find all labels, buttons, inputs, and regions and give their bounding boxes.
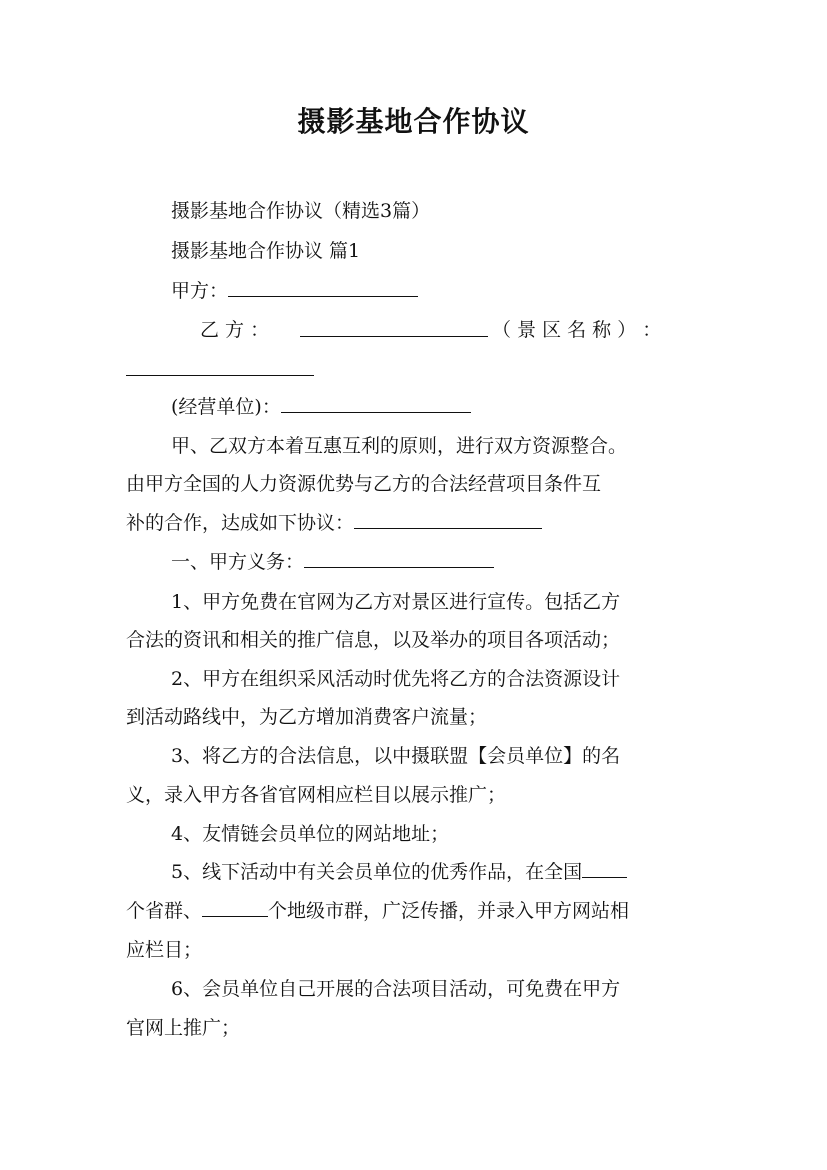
operator-blank — [281, 394, 471, 413]
item-5-province-text: 个省群、 — [126, 900, 203, 922]
intro-line-1: 甲、乙双方本着互惠互利的原则，进行双方资源整合。 — [171, 435, 628, 457]
chapter-heading: 摄影基地合作协议 篇1 — [171, 240, 361, 262]
party-a-line — [171, 278, 418, 304]
operator-line — [171, 394, 471, 420]
agreement-blank — [354, 510, 542, 529]
section-a-blank — [304, 549, 494, 568]
scenic-name-blank — [126, 357, 314, 376]
item-4-line: 4、友情链会员单位的网站地址； — [171, 823, 450, 845]
document-title: 摄影基地合作协议 — [297, 105, 530, 138]
section-a-heading — [171, 549, 494, 575]
item-3-line-2: 义，录入甲方各省官网相应栏目以展示推广； — [126, 784, 507, 806]
operator-label: (经营单位)： — [171, 396, 281, 418]
item-6-line-1: 6、会员单位自己开展的合法项目活动，可免费在甲方 — [171, 978, 621, 1000]
party-a-label: 甲方： — [171, 280, 229, 302]
item-5-line-1-text: 5、线下活动中有关会员单位的优秀作品，在全国 — [171, 861, 583, 883]
party-b-blank — [300, 318, 488, 337]
item-5-line-1 — [171, 859, 627, 885]
item-3-line-1: 3、将乙方的合法信息，以中摄联盟【会员单位】的名 — [171, 745, 621, 767]
province-count-blank — [582, 859, 627, 878]
intro-line-3 — [126, 510, 542, 536]
item-2-line-2: 到活动路线中，为乙方增加消费客户流量； — [126, 706, 488, 728]
intro-line-3-text: 补的合作，达成如下协议： — [126, 512, 355, 534]
party-b-scenic-label: （ 景 区 名 称 ） ： — [492, 319, 662, 341]
intro-line-2: 由甲方全国的人力资源优势与乙方的合法经营项目条件互 — [126, 473, 602, 495]
item-5-city-text: 个地级市群，广泛传播，并录入甲方网站相 — [268, 900, 630, 922]
city-count-blank — [202, 898, 268, 917]
subtitle-line: 摄影基地合作协议（精选3篇） — [171, 200, 431, 222]
item-5-line-3: 应栏目； — [126, 939, 203, 961]
party-b-label: 乙 方 ： — [200, 319, 270, 341]
item-6-line-2: 官网上推广； — [126, 1017, 241, 1039]
item-1-line-1: 1、甲方免费在官网为乙方对景区进行宣传。包括乙方 — [171, 591, 621, 613]
section-a-label: 一、甲方义务： — [171, 551, 305, 573]
item-2-line-1: 2、甲方在组织采风活动时优先将乙方的合法资源设计 — [171, 668, 621, 690]
party-a-blank — [228, 278, 418, 297]
item-1-line-2: 合法的资讯和相关的推广信息，以及举办的项目各项活动； — [126, 629, 621, 651]
item-5-line-2 — [126, 898, 629, 924]
